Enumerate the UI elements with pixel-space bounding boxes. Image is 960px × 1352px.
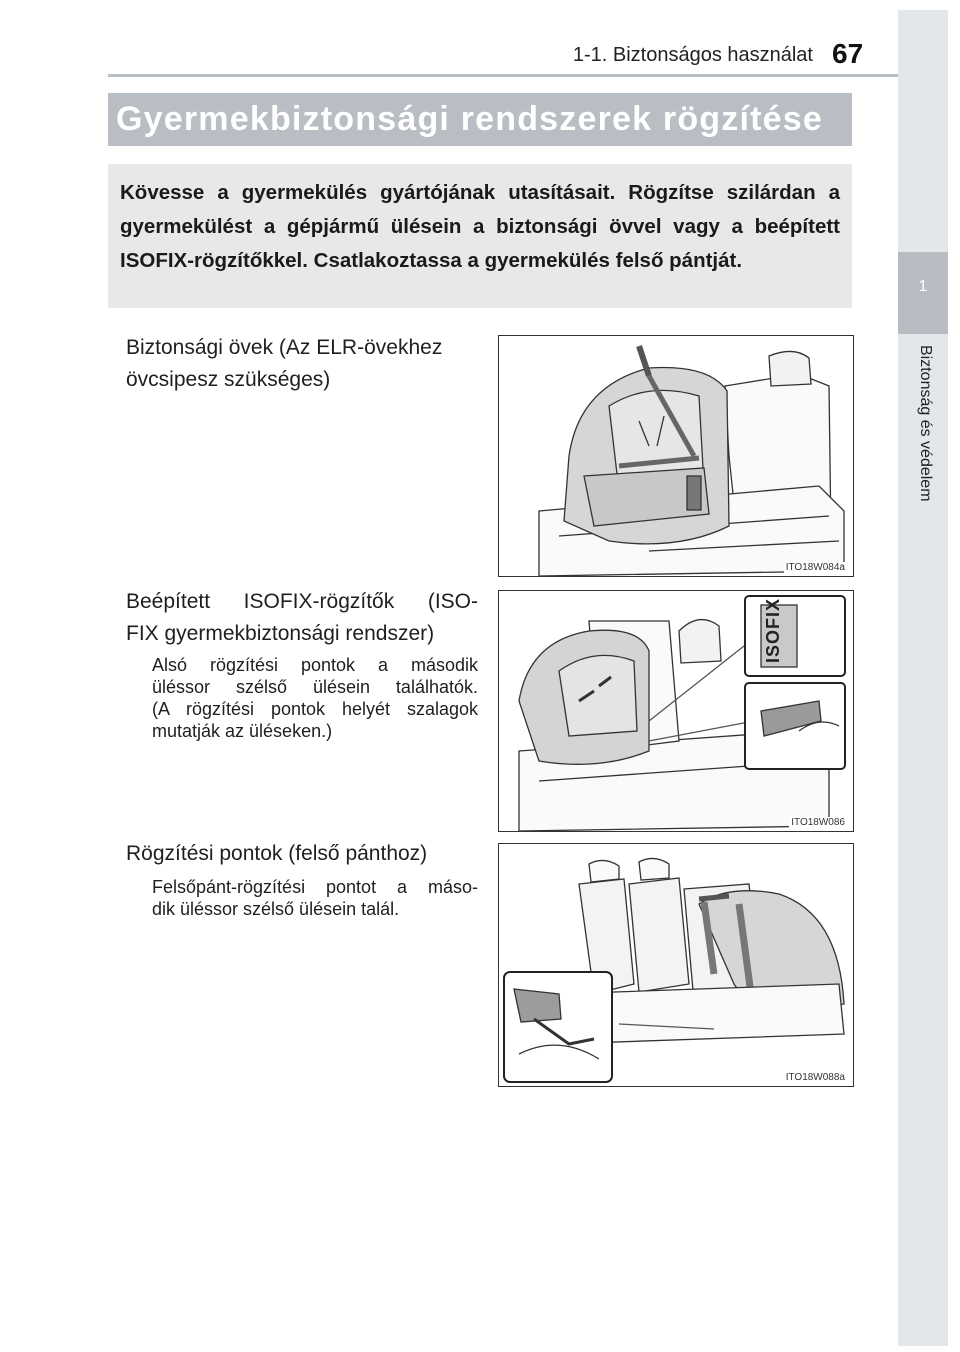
chapter-title: Biztonság és védelem <box>917 345 934 502</box>
top-tether-drawing <box>499 844 853 1086</box>
desc-line: Alsó rögzítési pontok a második <box>152 655 478 675</box>
isofix-drawing <box>499 591 853 831</box>
chapter-side-tab <box>898 10 948 1346</box>
illustration-isofix-anchors <box>498 590 854 832</box>
item-desc-isofix <box>152 654 478 742</box>
chapter-number: 1 <box>918 278 928 295</box>
heading-line: Beépített ISOFIX-rögzítők (ISO- <box>126 590 478 613</box>
illustration-seat-belt-child-seat <box>498 335 854 577</box>
intro-text: Kövesse a gyermekülés gyártójának utasításait. Rögzítse szilárdan a gyermekülést a gépjármű ülésein a biztonsági övvel vagy a beépített ISOFIX-rögzítőkkel. Csatlakoztassa a gyermekülés felső pántját. <box>120 181 840 272</box>
item-heading-isofix <box>126 586 478 650</box>
isofix-label: ISOFIX <box>763 597 783 663</box>
image-code: ITO18W088a <box>785 1072 845 1083</box>
page-number: 67 <box>832 38 864 69</box>
intro-box <box>108 164 852 308</box>
seat-belt-drawing <box>499 336 853 576</box>
heading-line: Rögzítési pontok (felső pánthoz) <box>126 842 428 865</box>
item-heading-seat-belts <box>126 332 478 396</box>
desc-line: (A rögzítési pontok helyét szalagok <box>152 699 478 719</box>
desc-line: dik üléssor szélső ülésein talál. <box>152 899 400 919</box>
desc-line: mutatják az üléseken.) <box>152 721 333 741</box>
image-code: ITO18W086 <box>791 817 845 828</box>
page-title-band <box>108 93 852 146</box>
desc-line: Felsőpánt-rögzítési pontot a máso- <box>152 877 478 897</box>
header-rule <box>108 74 898 77</box>
image-code: ITO18W084a <box>785 562 845 573</box>
heading-line: FIX gyermekbiztonsági rendszer) <box>126 622 435 645</box>
item-desc-top-tether <box>152 876 478 920</box>
desc-line: üléssor szélső ülésein találhatók. <box>152 677 478 697</box>
item-heading-top-tether <box>126 838 478 870</box>
heading-line: Biztonsági övek (Az ELR-övekhez <box>126 336 443 359</box>
header-section-title: 1-1. Biztonságos használat <box>572 44 813 66</box>
illustration-top-tether <box>498 843 854 1087</box>
page-title: Gyermekbiztonsági rendszerek rögzítése <box>116 100 823 138</box>
heading-line: övcsipesz szükséges) <box>126 368 331 391</box>
